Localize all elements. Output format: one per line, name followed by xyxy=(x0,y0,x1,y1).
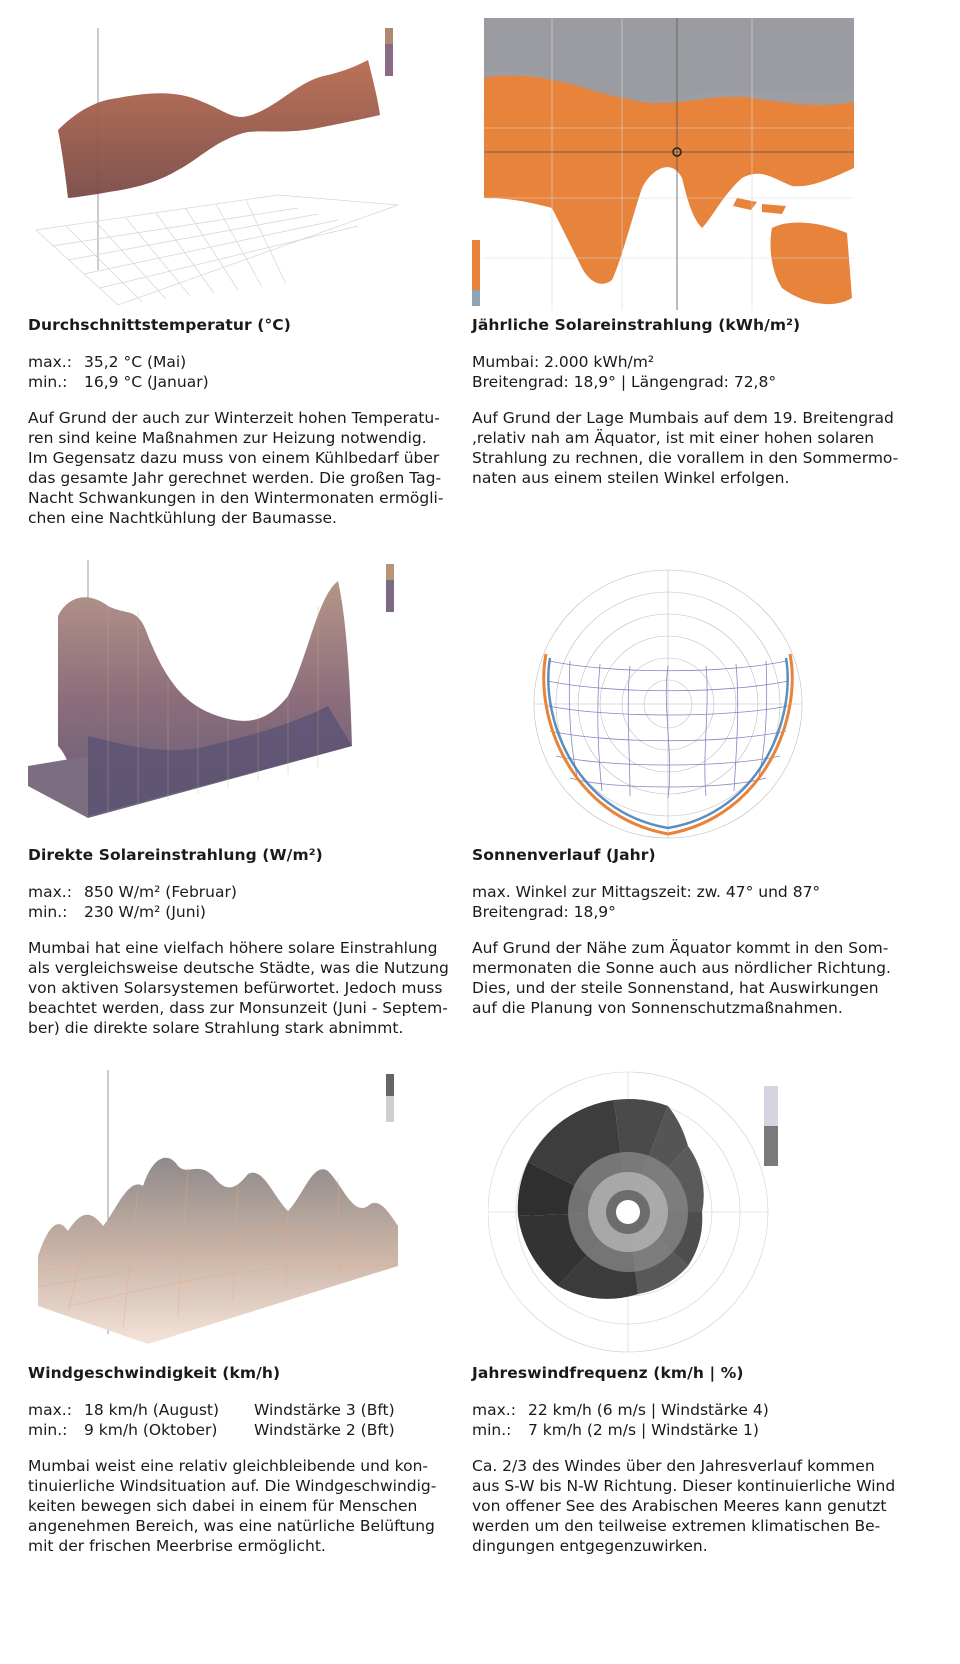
text-line: Dies, und der steile Sonnenstand, hat Auswirkungen xyxy=(472,979,879,997)
panel-3-stats xyxy=(28,882,448,922)
wind-rose-chart xyxy=(488,1066,804,1356)
text-line: als vergleichsweise deutsche Städte, was die Nutzung xyxy=(28,959,449,977)
stat-label: min.: xyxy=(472,1421,512,1439)
panel-5-stats xyxy=(28,1400,458,1440)
panel-5-title: Windgeschwindigkeit (km/h) xyxy=(28,1364,281,1382)
panel-3-description xyxy=(28,938,468,1038)
panel-2-title: Jährliche Solareinstrahlung (kWh/m²) xyxy=(472,316,801,334)
wind-speed-3d-chart xyxy=(28,1066,408,1356)
stat-label: min.: xyxy=(28,903,68,921)
panel-4-title: Sonnenverlauf (Jahr) xyxy=(472,846,656,864)
stat-value: 22 km/h (6 m/s | Windstärke 4) xyxy=(528,1401,769,1419)
panel-1-stats xyxy=(28,352,448,392)
text-line: aus S-W bis N-W Richtung. Dieser kontinuierliche Wind xyxy=(472,1477,896,1495)
stat-value: 18 km/h (August) xyxy=(84,1401,220,1419)
stat-value: 850 W/m² (Februar) xyxy=(84,883,237,901)
panel-6-stats xyxy=(472,1400,932,1440)
stat-label: Breitengrad: 18,9° xyxy=(472,903,616,921)
stat-label: min.: xyxy=(28,373,68,391)
stat-label: max.: xyxy=(28,883,72,901)
text-line: Strahlung zu rechnen, die vorallem in den Sommermo- xyxy=(472,449,899,467)
panel-1-title: Durchschnittstemperatur (°C) xyxy=(28,316,291,334)
text-line: Auf Grund der Nähe zum Äquator kommt in den Som- xyxy=(472,939,889,957)
direct-solar-3d-chart xyxy=(28,556,408,840)
text-line: Ca. 2/3 des Windes über den Jahresverlauf kommen xyxy=(472,1457,875,1475)
sun-path-diagram xyxy=(530,566,806,842)
stat-value: 7 km/h (2 m/s | Windstärke 1) xyxy=(528,1421,759,1439)
stat-label: Breitengrad: 18,9° | Längengrad: 72,8° xyxy=(472,373,777,391)
panel-5-description xyxy=(28,1456,468,1556)
stat-extra: Windstärke 3 (Bft) xyxy=(254,1401,395,1419)
text-line: ber) die direkte solare Strahlung stark abnimmt. xyxy=(28,1019,404,1037)
text-line: Nacht Schwankungen in den Wintermonaten ermögli- xyxy=(28,489,444,507)
text-line: ,relativ nah am Äquator, ist mit einer hohen solaren xyxy=(472,429,875,447)
text-line: beachtet werden, dass zur Monsunzeit (Juni - Septem- xyxy=(28,999,448,1017)
text-line: Im Gegensatz dazu muss von einem Kühlbedarf über xyxy=(28,449,440,467)
text-line: angenehmen Bereich, was eine natürliche Belüftung xyxy=(28,1517,435,1535)
text-line: werden um den teilweise extremen klimatischen Be- xyxy=(472,1517,881,1535)
panel-6-description xyxy=(472,1456,912,1556)
text-line: von aktiven Solarsystemen befürwortet. Jedoch muss xyxy=(28,979,443,997)
panel-2-stats xyxy=(472,352,912,392)
text-line: ren sind keine Maßnahmen zur Heizung notwendig. xyxy=(28,429,427,447)
panel-6-title: Jahreswindfrequenz (km/h | %) xyxy=(472,1364,744,1382)
text-line: keiten bewegen sich dabei in einem für Menschen xyxy=(28,1497,418,1515)
panel-4-stats xyxy=(472,882,912,922)
stat-value: 9 km/h (Oktober) xyxy=(84,1421,218,1439)
stat-extra: Windstärke 2 (Bft) xyxy=(254,1421,395,1439)
text-line: naten aus einem steilen Winkel erfolgen. xyxy=(472,469,790,487)
text-line: Mumbai weist eine relativ gleichbleibende und kon- xyxy=(28,1457,429,1475)
panel-3-title: Direkte Solareinstrahlung (W/m²) xyxy=(28,846,323,864)
panel-4-description xyxy=(472,938,912,1018)
text-line: dingungen entgegenzuwirken. xyxy=(472,1537,708,1555)
stat-value: 230 W/m² (Juni) xyxy=(84,903,206,921)
text-line: mermonaten die Sonne auch aus nördlicher Richtung. xyxy=(472,959,891,977)
stat-value: 16,9 °C (Januar) xyxy=(84,373,209,391)
text-line: Mumbai hat eine vielfach höhere solare Einstrahlung xyxy=(28,939,438,957)
panel-2-description xyxy=(472,408,912,488)
text-line: chen eine Nachtkühlung der Baumasse. xyxy=(28,509,337,527)
temperature-3d-chart xyxy=(28,20,408,310)
stat-label: max.: xyxy=(472,1401,516,1419)
text-line: von offener See des Arabischen Meeres kann genutzt xyxy=(472,1497,887,1515)
text-line: tinuierliche Windsituation auf. Die Windgeschwindig- xyxy=(28,1477,437,1495)
text-line: Auf Grund der Lage Mumbais auf dem 19. Breitengrad xyxy=(472,409,894,427)
text-line: mit der frischen Meerbrise ermöglicht. xyxy=(28,1537,326,1555)
stat-label: max.: xyxy=(28,353,72,371)
stat-label: max.: xyxy=(28,1401,72,1419)
solar-irradiation-map xyxy=(472,18,856,310)
text-line: Auf Grund der auch zur Winterzeit hohen Temperatu- xyxy=(28,409,440,427)
stat-label: min.: xyxy=(28,1421,68,1439)
text-line: das gesamte Jahr gerechnet werden. Die großen Tag- xyxy=(28,469,442,487)
stat-label: max. Winkel zur Mittagszeit: zw. 47° und 87° xyxy=(472,883,821,901)
stat-label: Mumbai: 2.000 kWh/m² xyxy=(472,353,655,371)
panel-1-description xyxy=(28,408,468,528)
stat-value: 35,2 °C (Mai) xyxy=(84,353,187,371)
text-line: auf die Planung von Sonnenschutzmaßnahmen. xyxy=(472,999,843,1017)
